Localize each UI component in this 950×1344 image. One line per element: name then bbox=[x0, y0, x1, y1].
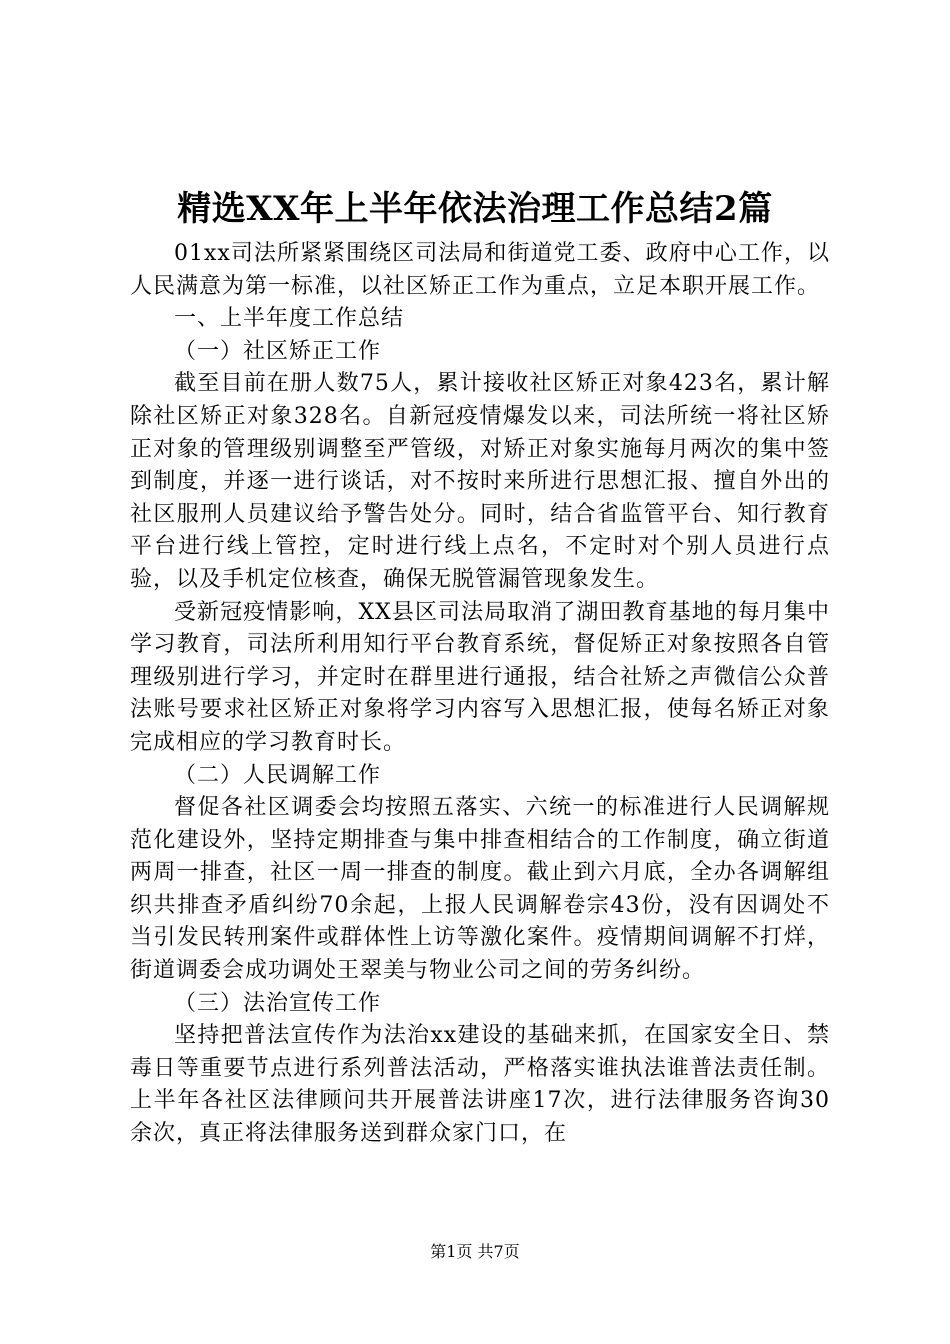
paragraph-publicity: 坚持把普法宣传作为法治xx建设的基础来抓，在国家安全日、禁毒日等重要节点进行系列普法活动，严格落实谁执法谁普法责任制。上半年各社区法律顾问共开展普法讲座17次，进行法律服务咨询30余次，真正将法律服务送到群众家门口，在 bbox=[130, 1023, 830, 1147]
subsection-heading-3: （三）法治宣传工作 bbox=[174, 990, 382, 1016]
subsection-heading-1: （一）社区矫正工作 bbox=[174, 338, 382, 364]
paragraph-correction-stats: 截至目前在册人数75人，累计接收社区矫正对象423名，累计解除社区矫正对象328名。自新冠疫情爆发以来，司法所统一将社区矫正对象的管理级别调整至严管级，对矫正对象实施每月两次的集中签到制度，并逐一进行谈话，对不按时来所进行思想汇报、擅自外出的社区服刑人员建议给予警告处分。同时，结合省监管平台、知行教育平台进行线上管控，定时进行线上点名，不定时对个别人员进行点验，以及手机定位核查，确保无脱管漏管现象发生。 bbox=[130, 371, 830, 592]
paragraph-correction-education: 受新冠疫情影响，XX县区司法局取消了湖田教育基地的每月集中学习教育，司法所利用知行平台教育系统，督促矫正对象按照各自管理级别进行学习，并定时在群里进行通报，结合社矫之声微信公众普法账号要求社区矫正对象将学习内容写入思想汇报，使每名矫正对象完成相应的学习教育时长。 bbox=[130, 599, 830, 755]
page-number-footer: 第1页 共7页 bbox=[430, 1242, 520, 1261]
paragraph-mediation: 督促各社区调委会均按照五落实、六统一的标准进行人民调解规范化建设外，坚持定期排查与集中排查相结合的工作制度，确立街道两周一排查，社区一周一排查的制度。截止到六月底，全办各调解组织共排查矛盾纠纷70余起，上报人民调解卷宗43份，没有因调处不当引发民转刑案件或群体性上访等激化案件。疫情期间调解不打烊，街道调委会成功调处王翠美与物业公司之间的劳务纠纷。 bbox=[130, 795, 830, 984]
document-body bbox=[130, 238, 830, 1151]
document-title: 精选XX年上半年依法治理工作总结2篇 bbox=[177, 189, 773, 229]
section-heading-1: 一、上半年度工作总结 bbox=[174, 306, 405, 332]
subsection-heading-2: （二）人民调解工作 bbox=[174, 762, 382, 788]
paragraph-intro: 01xx司法所紧紧围绕区司法局和街道党工委、政府中心工作，以人民满意为第一标准，以社区矫正工作为重点，立足本职开展工作。 bbox=[130, 241, 830, 299]
